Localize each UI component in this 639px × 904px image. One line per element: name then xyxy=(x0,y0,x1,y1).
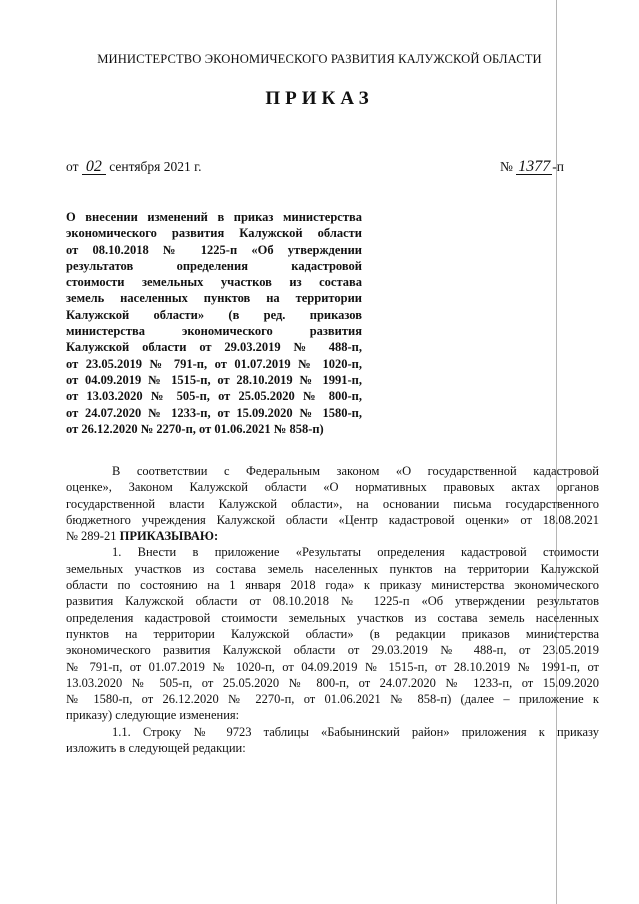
body-line: 1.1. Строку № 9723 таблицы «Бабынинский район» приложения к приказу xyxy=(112,724,599,739)
date-day-handwritten: 02 xyxy=(82,160,106,175)
number-prefix: № xyxy=(500,159,513,174)
body-line: № 1580-п, от 26.12.2020 № 2270-п, от 01.06.2021 № 858-п) (далее – приложение к xyxy=(66,692,599,707)
body-line: бюджетного учреждения Калужской области «Центр кадастровой оценки» от 18.08.2021 xyxy=(66,512,599,527)
date-rest: сентября 2021 г. xyxy=(109,159,202,174)
subject-line: от 23.05.2019 № 791-п, от 01.07.2019 № 1020-п, xyxy=(66,356,362,371)
order-keyword: ПРИКАЗЫВАЮ: xyxy=(119,529,219,544)
subject-line: от 26.12.2020 № 2270-п, от 01.06.2021 № 858-п) xyxy=(66,421,324,436)
subject-line: от 08.10.2018 № 1225-п «Об утверждении xyxy=(66,242,362,257)
body-line: В соответствии с Федеральным законом «О государственной кадастровой xyxy=(112,464,599,478)
subject-line: стоимости земельных участков из состава xyxy=(66,275,362,290)
number-handwritten: 1377 xyxy=(518,158,551,175)
subject-line: от 04.09.2019 № 1515-п, от 28.10.2019 № 1991-п, xyxy=(66,372,362,387)
body-line: 13.03.2020 № 505-п, от 25.05.2020 № 800-п, от 24.07.2020 № 1233-п, от 15.09.2020 xyxy=(66,675,599,690)
date-prefix: от xyxy=(66,159,79,174)
scan-edge-line xyxy=(556,0,557,904)
subject-line: министерства экономического развития xyxy=(66,324,362,339)
ministry-name: МИНИСТЕРСТВО ЭКОНОМИЧЕСКОГО РАЗВИТИЯ КАЛУЖСКОЙ ОБЛАСТИ xyxy=(97,52,542,66)
body-line: 1. Внести в приложение «Результаты определения кадастровой стоимости xyxy=(112,545,599,560)
body-line xyxy=(66,528,599,544)
subject-line: О внесении изменений в приказ министерства xyxy=(66,210,362,224)
subject-line: от 24.07.2020 № 1233-п, от 15.09.2020 № 1580-п, xyxy=(66,405,362,420)
subject-line: результатов определения кадастровой xyxy=(66,258,362,273)
body-line: № 791-п, от 01.07.2019 № 1020-п, от 04.09.2019 № 1515-п, от 28.10.2019 № 1991-п, от xyxy=(66,659,599,674)
subject-line: экономического развития Калужской области xyxy=(66,226,362,241)
body-line: приказу) следующие изменения: xyxy=(66,708,240,723)
order-number xyxy=(500,159,564,175)
order-date xyxy=(66,159,202,175)
body-line: области по состоянию на 1 января 2018 года» к приказу министерства экономического xyxy=(66,578,599,593)
body-line: земельных участков из состава земель населенных пунктов на территории Калужской xyxy=(66,561,599,576)
number-suffix: -п xyxy=(552,159,564,174)
document-title: ПРИКАЗ xyxy=(265,88,374,109)
body-line: развития Калужской области от 08.10.2018 № 1225-п «Об утверждении результатов xyxy=(66,594,599,609)
body-line: определения кадастровой стоимости земельных участков из состава земель населенных xyxy=(66,610,599,625)
subject-line: Калужской области» (в ред. приказов xyxy=(66,307,362,322)
body-line: государственной власти Калужской области», на основании письма государственного xyxy=(66,496,599,511)
body-line: экономического развития Калужской области от 29.03.2019 № 488-п, от 23.05.2019 xyxy=(66,643,599,658)
body-line: изложить в следующей редакции: xyxy=(66,741,246,756)
order-body xyxy=(66,463,599,756)
subject-line: земель населенных пунктов на территории xyxy=(66,291,362,306)
basis-letter-number: № 289-21 xyxy=(66,529,117,544)
subject-line: от 13.03.2020 № 505-п, от 25.05.2020 № 800-п, xyxy=(66,389,362,404)
body-line: оценке», Законом Калужской области «О нормативных правовых актах органов xyxy=(66,480,599,495)
subject-line: Калужской области от 29.03.2019 № 488-п, xyxy=(66,340,362,355)
body-line: пунктов на территории Калужской области» (в редакции приказов министерства xyxy=(66,626,599,641)
order-subject xyxy=(66,209,362,437)
